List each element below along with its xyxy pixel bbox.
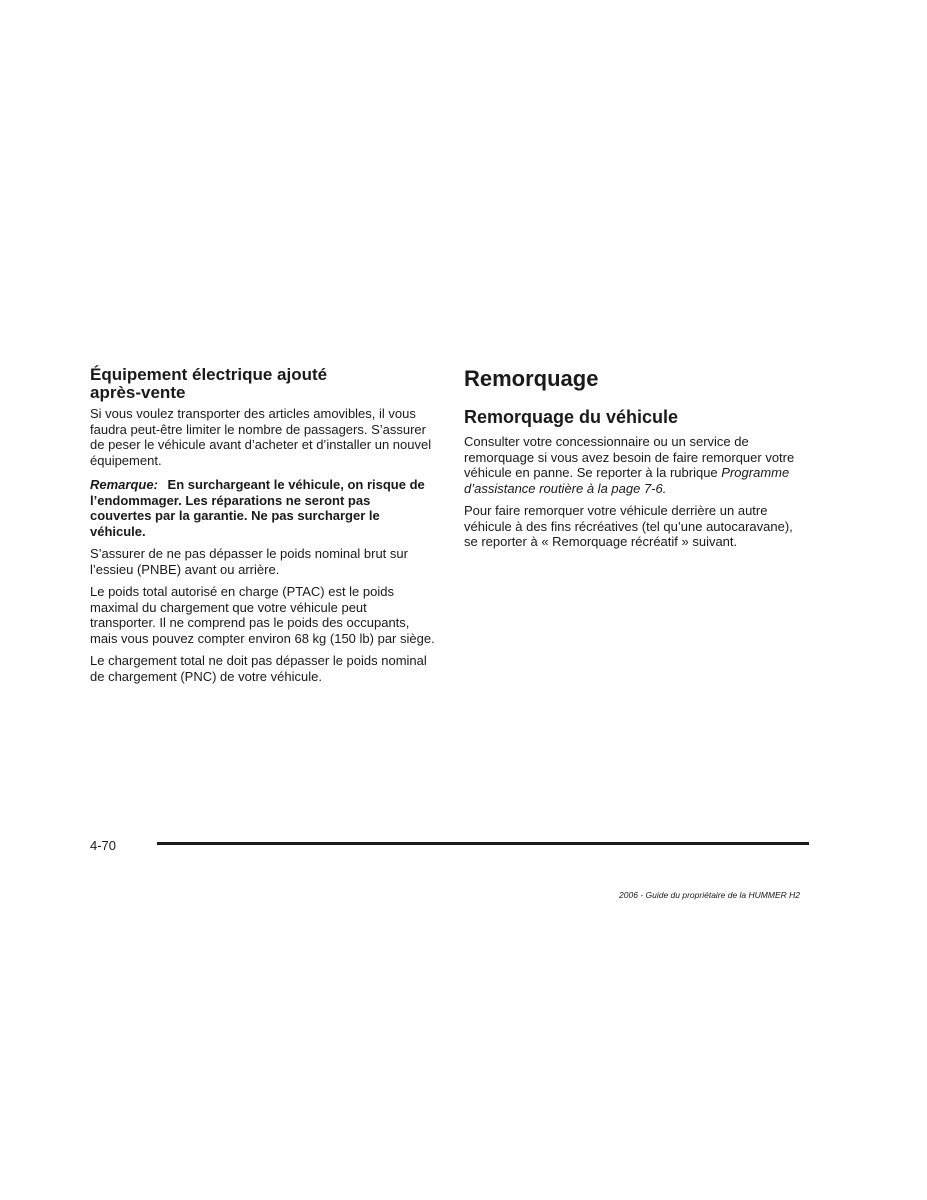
section-heading-aftermarket-equipment xyxy=(90,366,435,402)
cross-reference-roadside-assistance: Programme d’assistance routière à la page 7-6. xyxy=(464,465,790,496)
paragraph-payload: Le chargement total ne doit pas dépasser le poids nominal de chargement (PNC) de votre véhicule. xyxy=(90,653,427,684)
subsection-heading-towing-vehicle: Remorquage du véhicule xyxy=(464,407,679,427)
paragraph-towing-dealer xyxy=(464,434,809,496)
section-heading-line2: après-vente xyxy=(90,383,186,402)
paragraph-aftermarket-intro: Si vous voulez transporter des articles amovibles, il vous faudra peut-être limiter le nombre de passagers. S’assurer de peser le véhicule avant d’acheter et d’installer un nouvel équipement. xyxy=(90,406,432,468)
notice-label: Remarque: xyxy=(90,477,158,492)
left-column xyxy=(90,366,435,691)
footer-divider xyxy=(157,842,809,845)
section-heading-line1: Équipement électrique ajouté xyxy=(90,365,328,384)
paragraph-gvwr: Le poids total autorisé en charge (PTAC) est le poids maximal du chargement que votre véhicule peut transporter. Il ne comprend pas le poids des occupants, mais vous pouvez compter environ 68 kg (150 lb) par siège. xyxy=(90,584,435,646)
notice-overload xyxy=(90,477,435,539)
paragraph-gawr: S’assurer de ne pas dépasser le poids nominal brut sur l’essieu (PNBE) avant ou arrière. xyxy=(90,546,408,577)
notice-text: En surchargeant le véhicule, on risque de l’endommager. Les réparations ne seront pas couvertes par la garantie. Ne pas surcharger le véhicule. xyxy=(90,477,425,539)
page-title: Remorquage xyxy=(464,366,599,391)
footer-document-title: 2006 - Guide du propriétaire de la HUMMER H2 xyxy=(619,890,800,900)
paragraph-towing-dealer-text: Consulter votre concessionnaire ou un service de remorquage si vous avez besoin de faire remorquer votre véhicule en panne. Se reporter à la rubrique xyxy=(464,434,795,480)
paragraph-recreational-towing: Pour faire remorquer votre véhicule derrière un autre véhicule à des fins récréatives (tel qu’une autocaravane), se reporter à « Remorquage récréatif » suivant. xyxy=(464,503,793,549)
right-column xyxy=(464,366,809,557)
page-number: 4-70 xyxy=(90,838,117,853)
